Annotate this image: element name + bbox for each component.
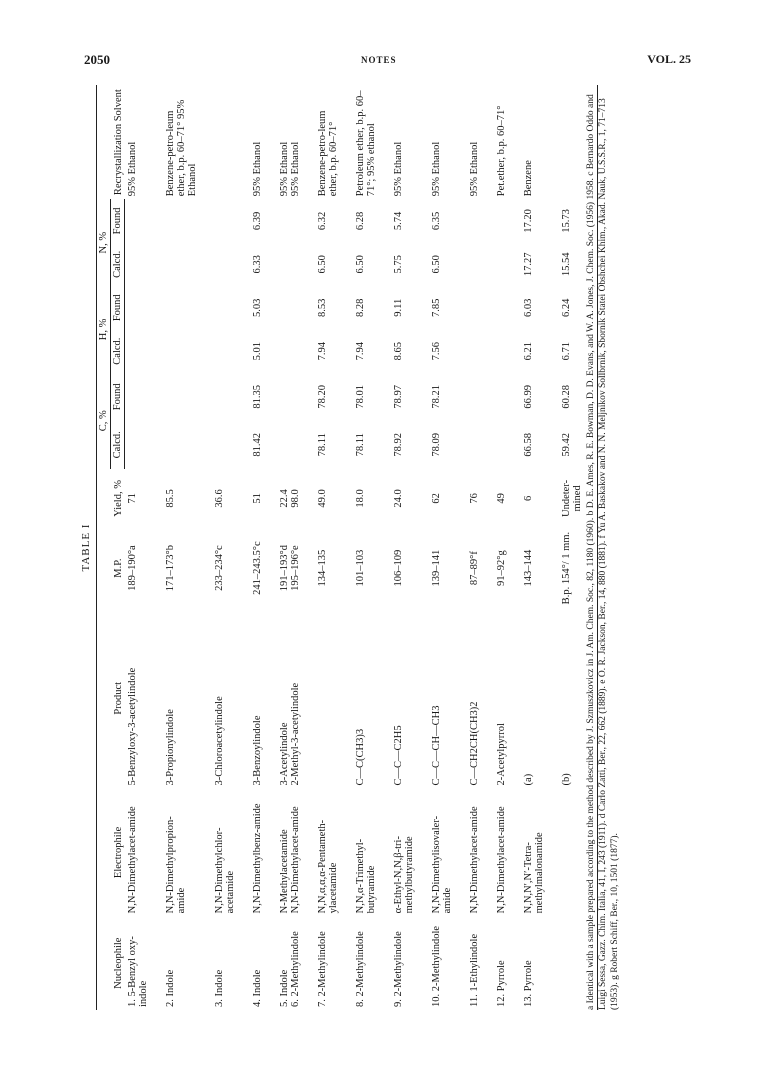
cell-c-calc: 78.09: [430, 432, 442, 457]
table-row: [494, 85, 521, 1010]
cell-prod: [391, 608, 429, 788]
col-c-found: Found: [111, 373, 125, 421]
cell-yield: 76: [468, 493, 480, 504]
cell-c-found: 78.21: [430, 385, 442, 409]
cell-mp: 101–103: [354, 549, 366, 587]
cell-c-calc: 78.11: [316, 433, 328, 457]
cell-h-calc: [212, 329, 250, 372]
cell-c-calc: 59.42: [559, 421, 598, 469]
cell-elec: N,N-Dimethylchlor-acetamide: [213, 827, 236, 914]
cell-n-calc: 6.50: [430, 255, 442, 274]
cell-h-calc: [494, 329, 521, 372]
col-nitrogen: N, %: [97, 199, 111, 286]
col-recryst: Recrystallization Solvent: [97, 85, 125, 199]
cell-prod: 3-Benzoylindole: [251, 715, 263, 786]
cell-n-found: 6.35: [430, 211, 442, 231]
cell-solv: Pet.ether, b.p. 60–71°: [495, 105, 507, 197]
cell-prod: 3-Propionylindole: [164, 709, 176, 786]
cell-mp: 106–109: [392, 549, 404, 587]
cell-solv: 95% Ethanol: [392, 141, 404, 197]
cell-n-calc: 17.27: [522, 252, 534, 277]
cell-yield: 36.6: [213, 489, 225, 508]
cell-c-calc: 81.42: [251, 432, 263, 457]
table-row: [277, 85, 315, 1010]
cell-mp: 134–135: [316, 549, 328, 587]
cell-nuc: 7. 2-Methylindole: [316, 931, 328, 1007]
cell-nuc: 8. 2-Methylindole: [354, 931, 366, 1007]
cell-n-found: 6.32: [316, 211, 328, 231]
cell-h-found: 9.11: [392, 298, 404, 317]
table-title: TABLE I: [80, 523, 92, 572]
cell-mp: 143–144: [522, 549, 534, 587]
results-table: [96, 85, 598, 1010]
cell-h-found: 5.03: [251, 298, 263, 317]
cell-h-calc: 6.71: [559, 329, 598, 372]
cell-n-calc: 6.50: [354, 255, 366, 274]
cell-solv: 95% Ethanol: [251, 141, 263, 197]
table-row: [353, 85, 391, 1010]
cell-solv: 95% Ethanol: [126, 141, 138, 197]
col-electrophile: Electrophile: [97, 788, 125, 916]
cell-elec: N,N,N′,N′-Tetra-methylmalonamide: [522, 832, 545, 914]
cell-h-found: [125, 286, 163, 329]
structure-label: C—CH2CH(CH3)2: [468, 701, 480, 786]
cell-nuc: 4. Indole: [251, 969, 263, 1007]
cell-elec: N,N,α,α,α-Pentameth-ylacetamide: [316, 819, 339, 914]
col-product: Product: [97, 608, 125, 788]
footnotes: a Identical with a sample prepared according to the method described by J. Szmuszkovicz in J. Am. Chem. Soc., 82, 1180 (1960). b D. E. Ames, R. E. Bowman, D. D. Evans, and W. A. Jones, J. Chem. Soc. (1956) 1958. c Bernardo Oddo and Luigi Sessa, Gazz. Chim. Italia, 41, I, 243 (1911). d Carlo Zatti, Ber., 22, 662 (1889). e O. R. Jackson, Ber., 14, 880 (1881). f Yu A. Baskakov and N. N. Meljnikov Sollbrnik, Sbornik Statei Obshchei Khim., Akad. Nauk, U.S.S.R., 1, 71–713 (1953). g Robert Schiff, Ber., 10, 1501 (1877).: [586, 94, 620, 1010]
cell-prod: 3-Acetylindole 2-Methyl-3-acetylindole: [278, 682, 301, 786]
cell-h-calc: 8.65: [392, 341, 404, 361]
cell-c-calc: 78.92: [392, 432, 404, 457]
cell-yield: 18.0: [354, 489, 366, 508]
col-hydrogen: H, %: [97, 286, 111, 373]
cell-h-found: [163, 286, 212, 329]
cell-prod: 3-Chloroacetylindole: [213, 696, 225, 786]
cell-yield: 85.5: [164, 489, 176, 508]
cell-h-found: [494, 286, 521, 329]
cell-c-found: [163, 373, 212, 421]
cell-prod: [353, 608, 391, 788]
cell-h-calc: 7.94: [354, 341, 366, 361]
cell-solv: Petroleum ether, b.p. 60–71°; 95% ethanol: [354, 90, 377, 197]
cell-h-found: 6.24: [559, 286, 598, 329]
cell-h-calc: 5.01: [251, 341, 263, 361]
cell-yield: 49: [495, 493, 507, 504]
cell-nuc: 10. 2-Methylindole: [430, 925, 442, 1007]
cell-solv: Benzene-petro-leum ether, b.p. 60–71°: [316, 110, 339, 197]
cell-c-calc: [494, 421, 521, 469]
cell-elec: N,N-Dimethylacet-amide: [126, 806, 138, 914]
cell-n-found: [125, 199, 163, 242]
cell-n-calc: [467, 243, 494, 286]
cell-yield: 22.4 98.0: [278, 489, 301, 508]
cell-nuc: 1. 5-Benzyl oxy-indole: [126, 936, 149, 1007]
cell-mp: 171–173°b: [164, 544, 176, 592]
cell-n-calc: 15.54: [559, 243, 598, 286]
cell-mp: 189–190°a: [126, 545, 138, 591]
cell-prod: [315, 608, 353, 788]
cell-n-found: 5.74: [392, 211, 404, 231]
cell-elec: N,N-Dimethylbenz-amide: [251, 803, 263, 914]
cell-c-calc: [212, 421, 250, 469]
cell-n-found: [163, 199, 212, 242]
cell-elec: N,N-Dimethylacet-amide: [495, 806, 507, 914]
cell-n-calc: 6.50: [316, 255, 328, 274]
cell-prod: 2-Acetylpyrrol: [495, 723, 507, 786]
table-row: [125, 85, 163, 1010]
cell-h-found: 7.85: [430, 298, 442, 317]
structure-label: (b): [560, 773, 572, 786]
col-n-found: Found: [111, 199, 125, 242]
cell-yield: Undeter-mined: [559, 469, 598, 528]
cell-c-found: [494, 373, 521, 421]
col-h-calcd: Calcd.: [111, 329, 125, 372]
cell-elec: N,N-Dimethylacet-amide: [468, 806, 480, 914]
cell-solv: Benzene-petro-leum ether, b.p. 60–71° 95% Ethanol: [164, 99, 198, 197]
cell-elec: N,N-Dimethylpropion-amide: [164, 816, 187, 914]
cell-c-calc: [163, 421, 212, 469]
cell-prod: 5-Benzyloxy-3-acetylindole: [126, 667, 138, 786]
volume-label: VOL. 25: [647, 52, 691, 66]
col-h-found: Found: [111, 286, 125, 329]
cell-h-found: 8.28: [354, 298, 366, 317]
col-yield: Yield, %: [97, 469, 125, 528]
cell-h-found: [277, 286, 315, 329]
table-row: [391, 85, 429, 1010]
cell-c-calc: 78.11: [354, 433, 366, 457]
col-nucleophile: Nucleophile: [97, 916, 125, 1010]
structure-label: C—C—C2H5: [392, 725, 404, 786]
cell-solv: Benzene: [522, 160, 534, 197]
cell-n-calc: [212, 243, 250, 286]
cell-n-found: [277, 199, 315, 242]
cell-yield: 62: [430, 493, 442, 504]
cell-c-found: 78.97: [392, 385, 404, 409]
page-number: 2050: [84, 52, 110, 67]
cell-elec: N,N-Dimethylisovaler-amide: [430, 815, 453, 914]
cell-mp: B.p. 154°/ 1 mm.: [559, 528, 598, 608]
cell-c-found: [212, 373, 250, 421]
cell-c-found: [125, 373, 163, 421]
structure-label: C—C—CH—CH3: [430, 705, 442, 786]
cell-c-calc: [467, 421, 494, 469]
table-row: [163, 85, 212, 1010]
col-mp: M.P.: [97, 528, 125, 608]
cell-n-calc: [125, 243, 163, 286]
cell-h-found: 6.03: [522, 298, 534, 317]
cell-c-calc: [277, 421, 315, 469]
cell-n-found: 17.20: [522, 209, 534, 233]
cell-mp: 139–141: [430, 549, 442, 587]
cell-mp: 91–92°g: [495, 550, 507, 586]
cell-nuc: 3. Indole: [213, 969, 225, 1007]
col-n-calcd: Calcd.: [111, 243, 125, 286]
cell-elec: α-Ethyl-N,N,β-tri-methylbutyramide: [392, 836, 415, 914]
cell-c-found: [467, 373, 494, 421]
cell-h-found: 8.53: [316, 298, 328, 317]
cell-h-calc: 7.56: [430, 341, 442, 361]
cell-solv: 95% Ethanol: [430, 141, 442, 197]
cell-n-calc: [277, 243, 315, 286]
cell-n-found: 6.28: [354, 211, 366, 231]
cell-h-calc: [163, 329, 212, 372]
cell-h-calc: 6.21: [522, 341, 534, 361]
structure-label: C—C(CH3)3: [354, 728, 366, 786]
cell-nuc: 9. 2-Methylindole: [392, 931, 404, 1007]
cell-n-calc: [494, 243, 521, 286]
section-title: NOTES: [361, 55, 397, 65]
cell-nuc: 12. Pyrrole: [495, 960, 507, 1007]
table-body: [125, 85, 598, 1010]
cell-n-calc: [163, 243, 212, 286]
cell-mp: 87–89°f: [468, 551, 480, 586]
cell-c-found: 60.28: [559, 373, 598, 421]
cell-n-found: 15.73: [559, 199, 598, 242]
cell-prod: [521, 608, 559, 788]
cell-h-calc: [467, 329, 494, 372]
cell-c-found: 66.99: [522, 385, 534, 409]
cell-c-found: [277, 373, 315, 421]
cell-c-calc: [125, 421, 163, 469]
cell-solv: [212, 85, 250, 199]
rotated-table-block: [80, 85, 700, 1010]
cell-n-found: [494, 199, 521, 242]
cell-h-calc: [125, 329, 163, 372]
cell-h-calc: [277, 329, 315, 372]
table-row: [315, 85, 353, 1010]
cell-n-found: [467, 199, 494, 242]
cell-elec: N-Methylacetamide N,N-Dimethylacet-amide: [278, 806, 301, 914]
cell-mp: 191–193°d 195–196°e: [278, 544, 301, 592]
cell-n-found: 6.39: [251, 211, 263, 231]
table-row: [212, 85, 250, 1010]
cell-yield: 49.0: [316, 489, 328, 508]
cell-c-found: 78.01: [354, 385, 366, 409]
cell-nuc: 5. Indole 6. 2-Methylindole: [278, 931, 301, 1007]
cell-solv: 95% Ethanol 95% Ethanol: [278, 141, 301, 197]
cell-prod: [467, 608, 494, 788]
table-row: [429, 85, 467, 1010]
cell-n-calc: 6.33: [251, 255, 263, 274]
cell-solv: 95% Ethanol: [468, 141, 480, 197]
cell-mp: 241–243.5°c: [251, 541, 263, 595]
cell-n-found: [212, 199, 250, 242]
table-row: [521, 85, 559, 1010]
cell-c-calc: 66.58: [522, 432, 534, 457]
cell-yield: 71: [126, 493, 138, 504]
cell-mp: 233–234°c: [213, 545, 225, 591]
cell-yield: 24.0: [392, 489, 404, 508]
cell-c-found: 78.20: [316, 385, 328, 409]
cell-elec: N,N,α-Trimethyl-butyramide: [354, 838, 377, 914]
cell-n-calc: 5.75: [392, 255, 404, 274]
cell-prod: [429, 608, 467, 788]
cell-yield: 51: [251, 493, 263, 504]
table-row: [467, 85, 494, 1010]
cell-h-found: [212, 286, 250, 329]
table-row: [250, 85, 277, 1010]
col-carbon: C, %: [97, 373, 111, 469]
cell-nuc: 2. Indole: [164, 969, 176, 1007]
cell-nuc: 11. 1-Ethylindole: [468, 933, 480, 1007]
structure-label: (a): [522, 773, 534, 786]
col-c-calcd: Calcd.: [111, 421, 125, 469]
cell-h-found: [467, 286, 494, 329]
cell-h-calc: 7.94: [316, 341, 328, 361]
cell-nuc: 13. Pyrrole: [522, 960, 534, 1007]
cell-c-found: 81.35: [251, 385, 263, 409]
cell-yield: 6: [522, 495, 534, 502]
